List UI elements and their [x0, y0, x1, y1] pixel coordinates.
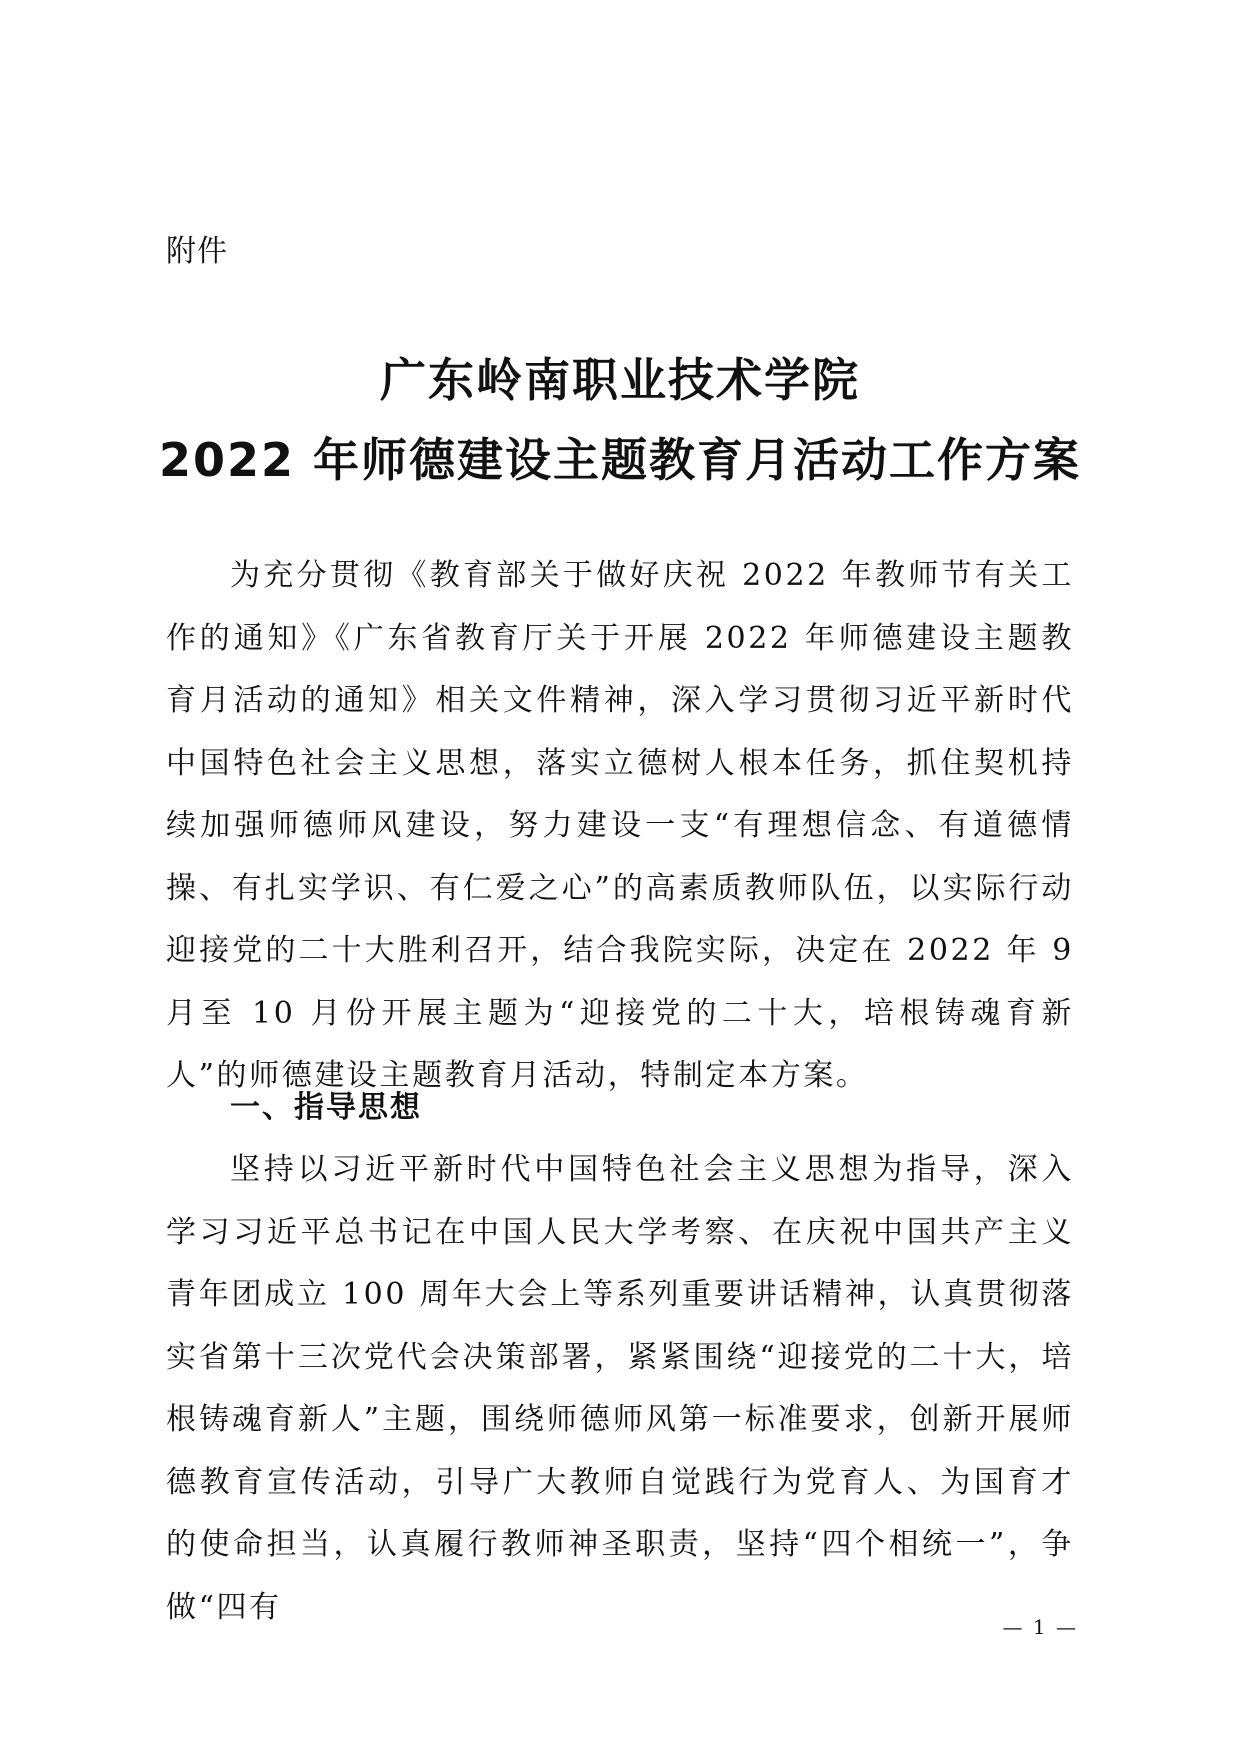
guiding-ideology-paragraph: 坚持以习近平新时代中国特色社会主义思想为指导，深入学习习近平总书记在中国人民大学考察、在庆祝中国共产主义青年团成立 100 周年大会上等系列重要讲话精神，认真贯彻落实省第十三次党代会决策部署，紧紧围绕“迎接党的二十大，培根铸魂育新人”主题，围绕师德师风第一标准要求，创新开展师德教育宣传活动，引导广大教师自觉践行为党育人、为国育才的使命担当，认真履行教师神圣职责，坚持“四个相统一”，争做“四有	[166, 1152, 1074, 1625]
intro-paragraph: 为充分贯彻《教育部关于做好庆祝 2022 年教师节有关工作的通知》《广东省教育厅关于开展 2022 年师德建设主题教育月活动的通知》相关文件精神，深入学习贯彻习近平新时代中国特色社会主义思想，落实立德树人根本任务，抓住契机持续加强师德师风建设，努力建设一支“有理想信念、有道德情操、有扎实学识、有仁爱之心”的高素质教师队伍，以实际行动迎接党的二十大胜利召开，结合我院实际，决定在 2022 年 9 月至 10 月份开展主题为“迎接党的二十大，培根铸魂育新人”的师德建设主题教育月活动，特制定本方案。	[166, 558, 1074, 1093]
document-title-line-1: 广东岭南职业技术学院	[380, 353, 860, 407]
section-heading-guiding-ideology: 一、指导思想	[230, 1090, 422, 1125]
page-number: — 1 —	[1002, 1615, 1078, 1639]
document-title-line-2: 2022 年师德建设主题教育月活动工作方案	[158, 433, 1082, 487]
attachment-label: 附件	[166, 234, 228, 269]
